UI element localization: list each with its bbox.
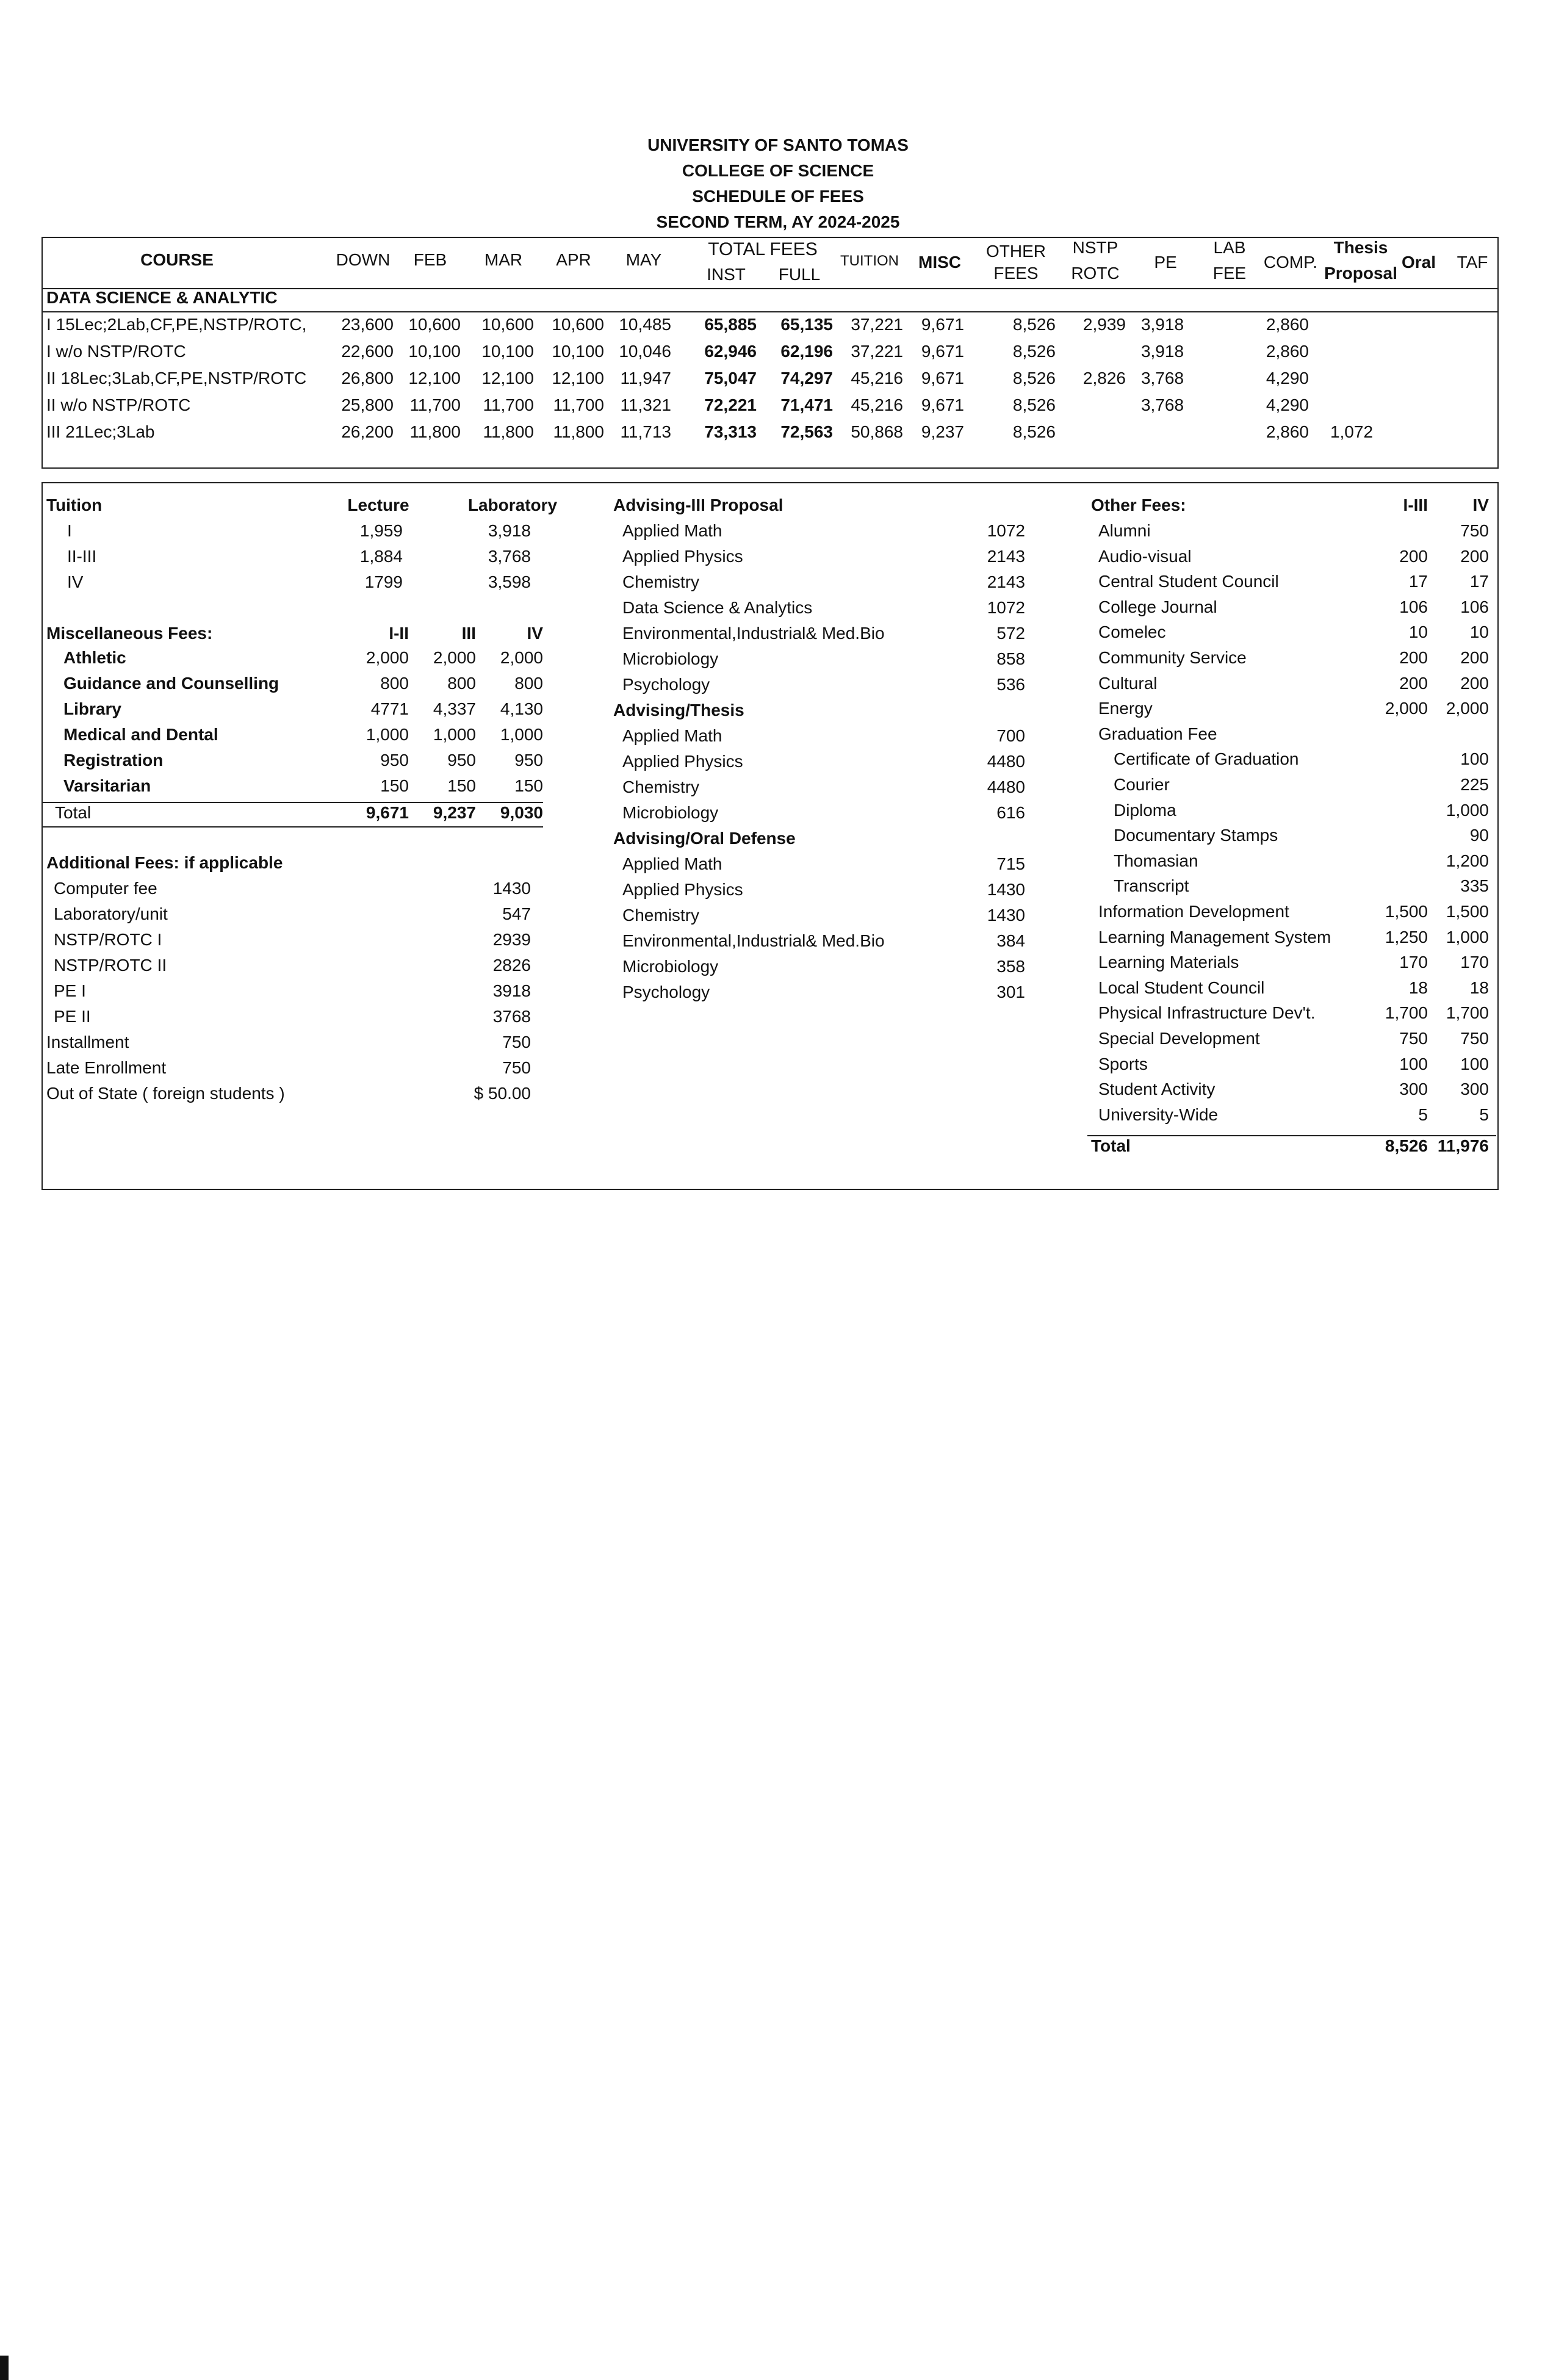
col-lab-2: FEE <box>1212 264 1247 283</box>
fee-cell-tuition: 45,216 <box>851 395 903 414</box>
course-name: I 15Lec;2Lab,CF,PE,NSTP/ROTC, <box>46 315 307 334</box>
tuition-year: I <box>67 521 72 540</box>
other-fee-name: Transcript <box>1114 876 1189 896</box>
fee-cell-other: 8,526 <box>1012 369 1056 388</box>
fee-cell-full: 65,135 <box>780 315 833 334</box>
fee-cell-full: 71,471 <box>780 395 833 414</box>
other-fee-b: 1,000 <box>1446 800 1489 820</box>
advising-item-value: 301 <box>996 983 1025 1001</box>
other-fee-a: 1,700 <box>1385 1003 1428 1023</box>
fee-cell-misc: 9,671 <box>921 395 964 414</box>
fee-cell-misc: 9,237 <box>921 422 964 441</box>
fee-details <box>41 482 1499 1190</box>
other-fee-a: 200 <box>1399 673 1428 693</box>
misc-fee-c: 950 <box>514 751 543 770</box>
other-fee-name: Sports <box>1098 1054 1148 1073</box>
program-name: DATA SCIENCE & ANALYTIC <box>46 288 278 307</box>
other-fee-name: Audio-visual <box>1098 546 1192 566</box>
fee-cell-tuition: 50,868 <box>851 422 903 441</box>
fee-cell-comp: 2,860 <box>1266 422 1309 441</box>
other-fee-b: 2,000 <box>1446 699 1489 718</box>
advising-item-value: 1430 <box>987 880 1025 899</box>
col-other-fees-1: OTHER <box>986 242 1046 261</box>
other-fee-a: 170 <box>1399 953 1428 972</box>
misc-title: Miscellaneous Fees: <box>46 624 213 643</box>
additional-fee-name: PE I <box>54 981 86 1000</box>
additional-fee-value: 2826 <box>492 956 531 975</box>
advising-item-value: 1072 <box>987 521 1025 540</box>
other-fee-b: 100 <box>1460 749 1489 769</box>
other-fee-name: Courier <box>1114 775 1170 794</box>
misc-fee-name: Library <box>63 699 121 718</box>
other-fee-a: 5 <box>1418 1105 1428 1124</box>
fee-cell-may: 10,046 <box>619 342 671 361</box>
fee-cell-apr: 10,600 <box>552 315 604 334</box>
fee-cell-apr: 11,800 <box>553 422 604 441</box>
other-fee-a: 2,000 <box>1385 699 1428 718</box>
misc-fee-b: 2,000 <box>433 648 476 667</box>
other-fee-name: Central Student Council <box>1098 572 1279 591</box>
advising-item-name: Applied Math <box>622 854 722 873</box>
fee-cell-other: 8,526 <box>1012 395 1056 414</box>
advising-item-name: Environmental,Industrial& Med.Bio <box>622 931 885 950</box>
other-fee-a: 750 <box>1399 1029 1428 1048</box>
fee-cell-may: 10,485 <box>619 315 671 334</box>
additional-title: Additional Fees: if applicable <box>46 853 283 872</box>
misc-fee-name: Athletic <box>63 648 126 667</box>
misc-fee-name: Varsitarian <box>63 776 151 795</box>
additional-fee-name: Installment <box>46 1033 129 1051</box>
fee-cell-full: 62,196 <box>780 342 833 361</box>
other-fee-b: 1,200 <box>1446 851 1489 870</box>
tuition-laboratory: 3,918 <box>488 521 531 540</box>
misc-fee-c: 2,000 <box>500 648 543 667</box>
advising-item-name: Applied Physics <box>622 547 743 566</box>
fee-cell-mar: 10,600 <box>481 315 534 334</box>
additional-fee-value: 750 <box>502 1033 531 1051</box>
advising-item-name: Data Science & Analytics <box>622 598 813 617</box>
other-fee-b: 200 <box>1460 673 1489 693</box>
other-fee-b: 170 <box>1460 953 1489 972</box>
other-fee-b: 200 <box>1460 546 1489 566</box>
col-apr: APR <box>556 250 591 269</box>
other-fee-a: 106 <box>1399 597 1428 616</box>
other-fee-b: 10 <box>1469 622 1489 642</box>
fee-cell-comp: 2,860 <box>1266 315 1309 334</box>
advising-item-value: 358 <box>996 957 1025 976</box>
other-fee-name: Community Service <box>1098 648 1247 667</box>
col-nstp-2: ROTC <box>1071 264 1120 283</box>
col-comp: COMP. <box>1263 253 1318 272</box>
other-fee-name: Cultural <box>1098 673 1158 693</box>
other-fee-name: Special Development <box>1098 1029 1260 1048</box>
col-may: MAY <box>625 250 662 269</box>
other-fee-b: 1,500 <box>1446 902 1489 921</box>
other-fee-b: 300 <box>1460 1080 1489 1099</box>
other-fee-name: College Journal <box>1098 597 1217 616</box>
advising-item-name: Microbiology <box>622 957 719 976</box>
misc-fee-b: 800 <box>447 674 476 693</box>
fee-cell-misc: 9,671 <box>921 342 964 361</box>
col-feb: FEB <box>413 250 447 269</box>
advising-item-value: 2143 <box>987 547 1025 566</box>
scan-edge-mark <box>0 2356 9 2380</box>
fee-cell-comp: 2,860 <box>1266 342 1309 361</box>
other-fee-name: Learning Materials <box>1098 953 1239 972</box>
course-name: I w/o NSTP/ROTC <box>46 342 186 361</box>
other-fee-name: University-Wide <box>1098 1105 1219 1124</box>
advising-item-value: 4480 <box>987 777 1025 796</box>
term-title: SECOND TERM, AY 2024-2025 <box>656 212 900 231</box>
other-fee-a: 100 <box>1399 1054 1428 1073</box>
other-fee-b: 200 <box>1460 648 1489 667</box>
misc-fee-a: 4771 <box>370 699 409 718</box>
col-taf: TAF <box>1457 253 1488 272</box>
additional-fee-name: NSTP/ROTC II <box>54 956 167 975</box>
misc-fee-c: 4,130 <box>500 699 543 718</box>
misc-fee-b: 1,000 <box>433 725 476 744</box>
other-fee-a: 200 <box>1399 546 1428 566</box>
other-fee-b: 1,000 <box>1446 927 1489 947</box>
misc-fee-b: 4,337 <box>433 699 476 718</box>
fee-cell-inst: 62,946 <box>704 342 757 361</box>
fee-cell-tuition: 37,221 <box>851 342 903 361</box>
misc-total-label: Total <box>55 803 92 822</box>
fee-cell-comp: 4,290 <box>1266 395 1309 414</box>
advising-item-name: Psychology <box>622 675 710 694</box>
additional-fee-name: NSTP/ROTC I <box>54 930 162 949</box>
fee-cell-inst: 75,047 <box>704 369 757 388</box>
advising-item-name: Chemistry <box>622 906 700 925</box>
fee-cell-full: 74,297 <box>780 369 833 388</box>
tuition-lecture-label: Lecture <box>347 496 409 514</box>
col-total-fees: TOTAL FEES <box>708 239 818 259</box>
other-fee-a: 18 <box>1408 978 1428 997</box>
other-fee-name: Diploma <box>1114 800 1176 820</box>
misc-total-b: 9,237 <box>433 803 476 822</box>
other-fee-b: 100 <box>1460 1054 1489 1073</box>
misc-fee-b: 950 <box>447 751 476 770</box>
advising-item-name: Microbiology <box>622 649 719 668</box>
fee-cell-mar: 11,700 <box>483 395 534 414</box>
tuition-laboratory: 3,598 <box>488 572 531 591</box>
other-fee-name: Certificate of Graduation <box>1114 749 1299 769</box>
advising-item-value: 4480 <box>987 752 1025 771</box>
misc-fee-a: 2,000 <box>366 648 409 667</box>
misc-fee-name: Medical and Dental <box>63 725 218 744</box>
misc-fee-name: Guidance and Counselling <box>63 674 279 693</box>
fee-cell-full: 72,563 <box>780 422 833 441</box>
additional-fee-value: 1430 <box>492 879 531 898</box>
fee-cell-inst: 73,313 <box>704 422 757 441</box>
other-fee-name: Learning Management System <box>1098 927 1331 947</box>
col-inst: INST <box>707 265 746 284</box>
fee-cell-feb: 10,100 <box>408 342 461 361</box>
fee-cell-tuition: 45,216 <box>851 369 903 388</box>
other-fee-a: 200 <box>1399 648 1428 667</box>
misc-fee-a: 800 <box>380 674 409 693</box>
advising-item-name: Applied Math <box>622 726 722 745</box>
fee-cell-apr: 10,100 <box>552 342 604 361</box>
tuition-lecture: 1799 <box>364 572 403 591</box>
other-fee-b: 750 <box>1460 1029 1489 1048</box>
other-fee-a: 10 <box>1408 622 1428 642</box>
fee-cell-pe: 3,768 <box>1140 395 1184 414</box>
advising-item-value: 715 <box>996 854 1025 873</box>
additional-fee-name: PE II <box>54 1007 91 1026</box>
other-fee-a: 1,250 <box>1385 927 1428 947</box>
advising-item-name: Applied Physics <box>622 752 743 771</box>
advising-item-value: 700 <box>996 726 1025 745</box>
advising-item-value: 616 <box>996 803 1025 822</box>
advising-item-value: 384 <box>996 931 1025 950</box>
fee-cell-down: 26,200 <box>341 422 394 441</box>
col-other-fees-2: FEES <box>993 264 1039 283</box>
fee-cell-misc: 9,671 <box>921 315 964 334</box>
other-fee-a: 1,500 <box>1385 902 1428 921</box>
course-name: II 18Lec;3Lab,CF,PE,NSTP/ROTC <box>46 369 307 388</box>
misc-fee-a: 950 <box>380 751 409 770</box>
col-pe: PE <box>1154 253 1177 272</box>
col-thesis-2: Proposal <box>1324 264 1397 283</box>
col-course: COURSE <box>140 250 214 269</box>
other-fee-b: 5 <box>1479 1105 1489 1124</box>
fee-cell-may: 11,321 <box>620 395 671 414</box>
advising-proposal-title: Advising-III Proposal <box>613 496 783 514</box>
additional-fee-name: Computer fee <box>54 879 157 898</box>
fee-cell-other: 8,526 <box>1012 315 1056 334</box>
fee-cell-tuition: 37,221 <box>851 315 903 334</box>
schedule-title: SCHEDULE OF FEES <box>692 187 864 206</box>
additional-fee-value: 750 <box>502 1058 531 1077</box>
university-name: UNIVERSITY OF SANTO TOMAS <box>647 135 909 154</box>
advising-item-value: 858 <box>996 649 1025 668</box>
additional-fee-value: 3768 <box>492 1007 531 1026</box>
advising-item-name: Applied Math <box>622 521 722 540</box>
advising-item-value: 1072 <box>987 598 1025 617</box>
misc-col2: III <box>461 624 476 643</box>
misc-fee-c: 150 <box>514 776 543 795</box>
fee-cell-other: 8,526 <box>1012 342 1056 361</box>
misc-total-c: 9,030 <box>500 803 543 822</box>
other-fee-b: 335 <box>1460 876 1489 896</box>
col-tuition: TUITION <box>840 253 899 269</box>
other-fee-name: Local Student Council <box>1098 978 1265 997</box>
advising-item-name: Microbiology <box>622 803 719 822</box>
advising-thesis-title: Advising/Thesis <box>613 701 744 719</box>
other-fee-a: 17 <box>1408 572 1428 591</box>
additional-fee-value: 3918 <box>492 981 531 1000</box>
other-fee-name: Thomasian <box>1114 851 1198 870</box>
other-fees-total-label: Total <box>1091 1136 1131 1155</box>
misc-fee-name: Registration <box>63 751 164 770</box>
misc-fee-a: 1,000 <box>366 725 409 744</box>
course-name: III 21Lec;3Lab <box>46 422 155 441</box>
other-fee-name: Energy <box>1098 699 1153 718</box>
other-fee-name: Alumni <box>1098 521 1151 540</box>
other-fee-name: Student Activity <box>1098 1080 1216 1099</box>
fee-cell-down: 23,600 <box>341 315 394 334</box>
other-fee-b: 750 <box>1460 521 1489 540</box>
advising-oral-title: Advising/Oral Defense <box>613 829 796 848</box>
other-fees-total-b: 11,976 <box>1437 1136 1489 1155</box>
misc-fee-c: 1,000 <box>500 725 543 744</box>
other-fee-b: 18 <box>1469 978 1489 997</box>
fee-cell-may: 11,947 <box>620 369 671 388</box>
fee-cell-down: 26,800 <box>341 369 394 388</box>
fee-cell-feb: 11,800 <box>409 422 461 441</box>
tuition-lecture: 1,884 <box>359 547 403 566</box>
additional-fee-value: $ 50.00 <box>474 1084 531 1103</box>
advising-item-value: 572 <box>996 624 1025 643</box>
fee-cell-mar: 11,800 <box>483 422 534 441</box>
other-fees-title: Other Fees: <box>1091 496 1186 514</box>
misc-total-a: 9,671 <box>366 803 409 822</box>
fee-cell-pe: 3,768 <box>1140 369 1184 388</box>
misc-fee-b: 150 <box>447 776 476 795</box>
other-fees-col1: I-III <box>1403 496 1428 514</box>
fee-cell-comp: 4,290 <box>1266 369 1309 388</box>
fee-cell-feb: 10,600 <box>408 315 461 334</box>
other-fee-name: Graduation Fee <box>1098 724 1217 743</box>
fee-cell-misc: 9,671 <box>921 369 964 388</box>
other-fee-name: Information Development <box>1098 902 1289 921</box>
other-fee-b: 1,700 <box>1446 1003 1489 1023</box>
additional-fee-value: 547 <box>502 904 531 923</box>
other-fee-name: Documentary Stamps <box>1114 826 1278 845</box>
advising-item-name: Applied Physics <box>622 880 743 899</box>
fee-cell-pe: 3,918 <box>1140 342 1184 361</box>
fee-cell-thesis: 1,072 <box>1330 422 1374 441</box>
col-mar: MAR <box>484 250 523 269</box>
tuition-lecture: 1,959 <box>359 521 403 540</box>
col-full: FULL <box>778 265 821 284</box>
misc-fee-c: 800 <box>514 674 543 693</box>
college-name: COLLEGE OF SCIENCE <box>682 161 874 180</box>
other-fee-b: 225 <box>1460 775 1489 794</box>
advising-item-name: Chemistry <box>622 572 700 591</box>
fee-cell-down: 25,800 <box>341 395 394 414</box>
fee-cell-feb: 12,100 <box>408 369 461 388</box>
fee-cell-mar: 10,100 <box>481 342 534 361</box>
fee-cell-nstp: 2,939 <box>1082 315 1126 334</box>
advising-item-value: 1430 <box>987 906 1025 925</box>
advising-item-value: 536 <box>996 675 1025 694</box>
other-fees-total-a: 8,526 <box>1385 1136 1428 1155</box>
col-misc: MISC <box>918 253 961 272</box>
advising-item-value: 2143 <box>987 572 1025 591</box>
additional-fee-name: Laboratory/unit <box>54 904 168 923</box>
fee-cell-mar: 12,100 <box>481 369 534 388</box>
misc-col3: IV <box>527 624 543 643</box>
tuition-title: Tuition <box>46 496 103 514</box>
fee-cell-inst: 72,221 <box>704 395 757 414</box>
additional-fee-name: Out of State ( foreign students ) <box>46 1084 285 1103</box>
fee-cell-apr: 11,700 <box>553 395 604 414</box>
additional-fee-name: Late Enrollment <box>46 1058 167 1077</box>
col-thesis-1: Thesis <box>1333 238 1388 257</box>
other-fee-b: 90 <box>1469 826 1489 845</box>
other-fee-b: 17 <box>1469 572 1489 591</box>
advising-item-name: Environmental,Industrial& Med.Bio <box>622 624 885 643</box>
fee-cell-may: 11,713 <box>620 422 671 441</box>
other-fee-name: Physical Infrastructure Dev't. <box>1098 1003 1316 1023</box>
misc-fee-a: 150 <box>380 776 409 795</box>
tuition-year: II-III <box>67 547 97 566</box>
fee-cell-feb: 11,700 <box>409 395 461 414</box>
col-nstp-1: NSTP <box>1072 238 1118 257</box>
tuition-laboratory: 3,768 <box>488 547 531 566</box>
fee-cell-down: 22,600 <box>341 342 394 361</box>
fee-cell-pe: 3,918 <box>1140 315 1184 334</box>
fee-cell-nstp: 2,826 <box>1082 369 1126 388</box>
col-lab-1: LAB <box>1213 238 1246 257</box>
other-fee-a: 300 <box>1399 1080 1428 1099</box>
other-fee-b: 106 <box>1460 597 1489 616</box>
other-fee-name: Comelec <box>1098 622 1166 642</box>
tuition-year: IV <box>67 572 84 591</box>
fee-cell-inst: 65,885 <box>704 315 757 334</box>
advising-item-name: Psychology <box>622 983 710 1001</box>
tuition-laboratory-label: Laboratory <box>467 496 558 514</box>
additional-fee-value: 2939 <box>492 930 531 949</box>
other-fees-col2: IV <box>1472 496 1489 514</box>
fee-cell-other: 8,526 <box>1012 422 1056 441</box>
advising-item-name: Chemistry <box>622 777 700 796</box>
fees-table <box>41 237 1499 469</box>
fee-cell-apr: 12,100 <box>552 369 604 388</box>
course-name: II w/o NSTP/ROTC <box>46 395 191 414</box>
col-down: DOWN <box>336 250 391 269</box>
col-oral: Oral <box>1401 253 1436 272</box>
misc-col1: I-II <box>389 624 409 643</box>
